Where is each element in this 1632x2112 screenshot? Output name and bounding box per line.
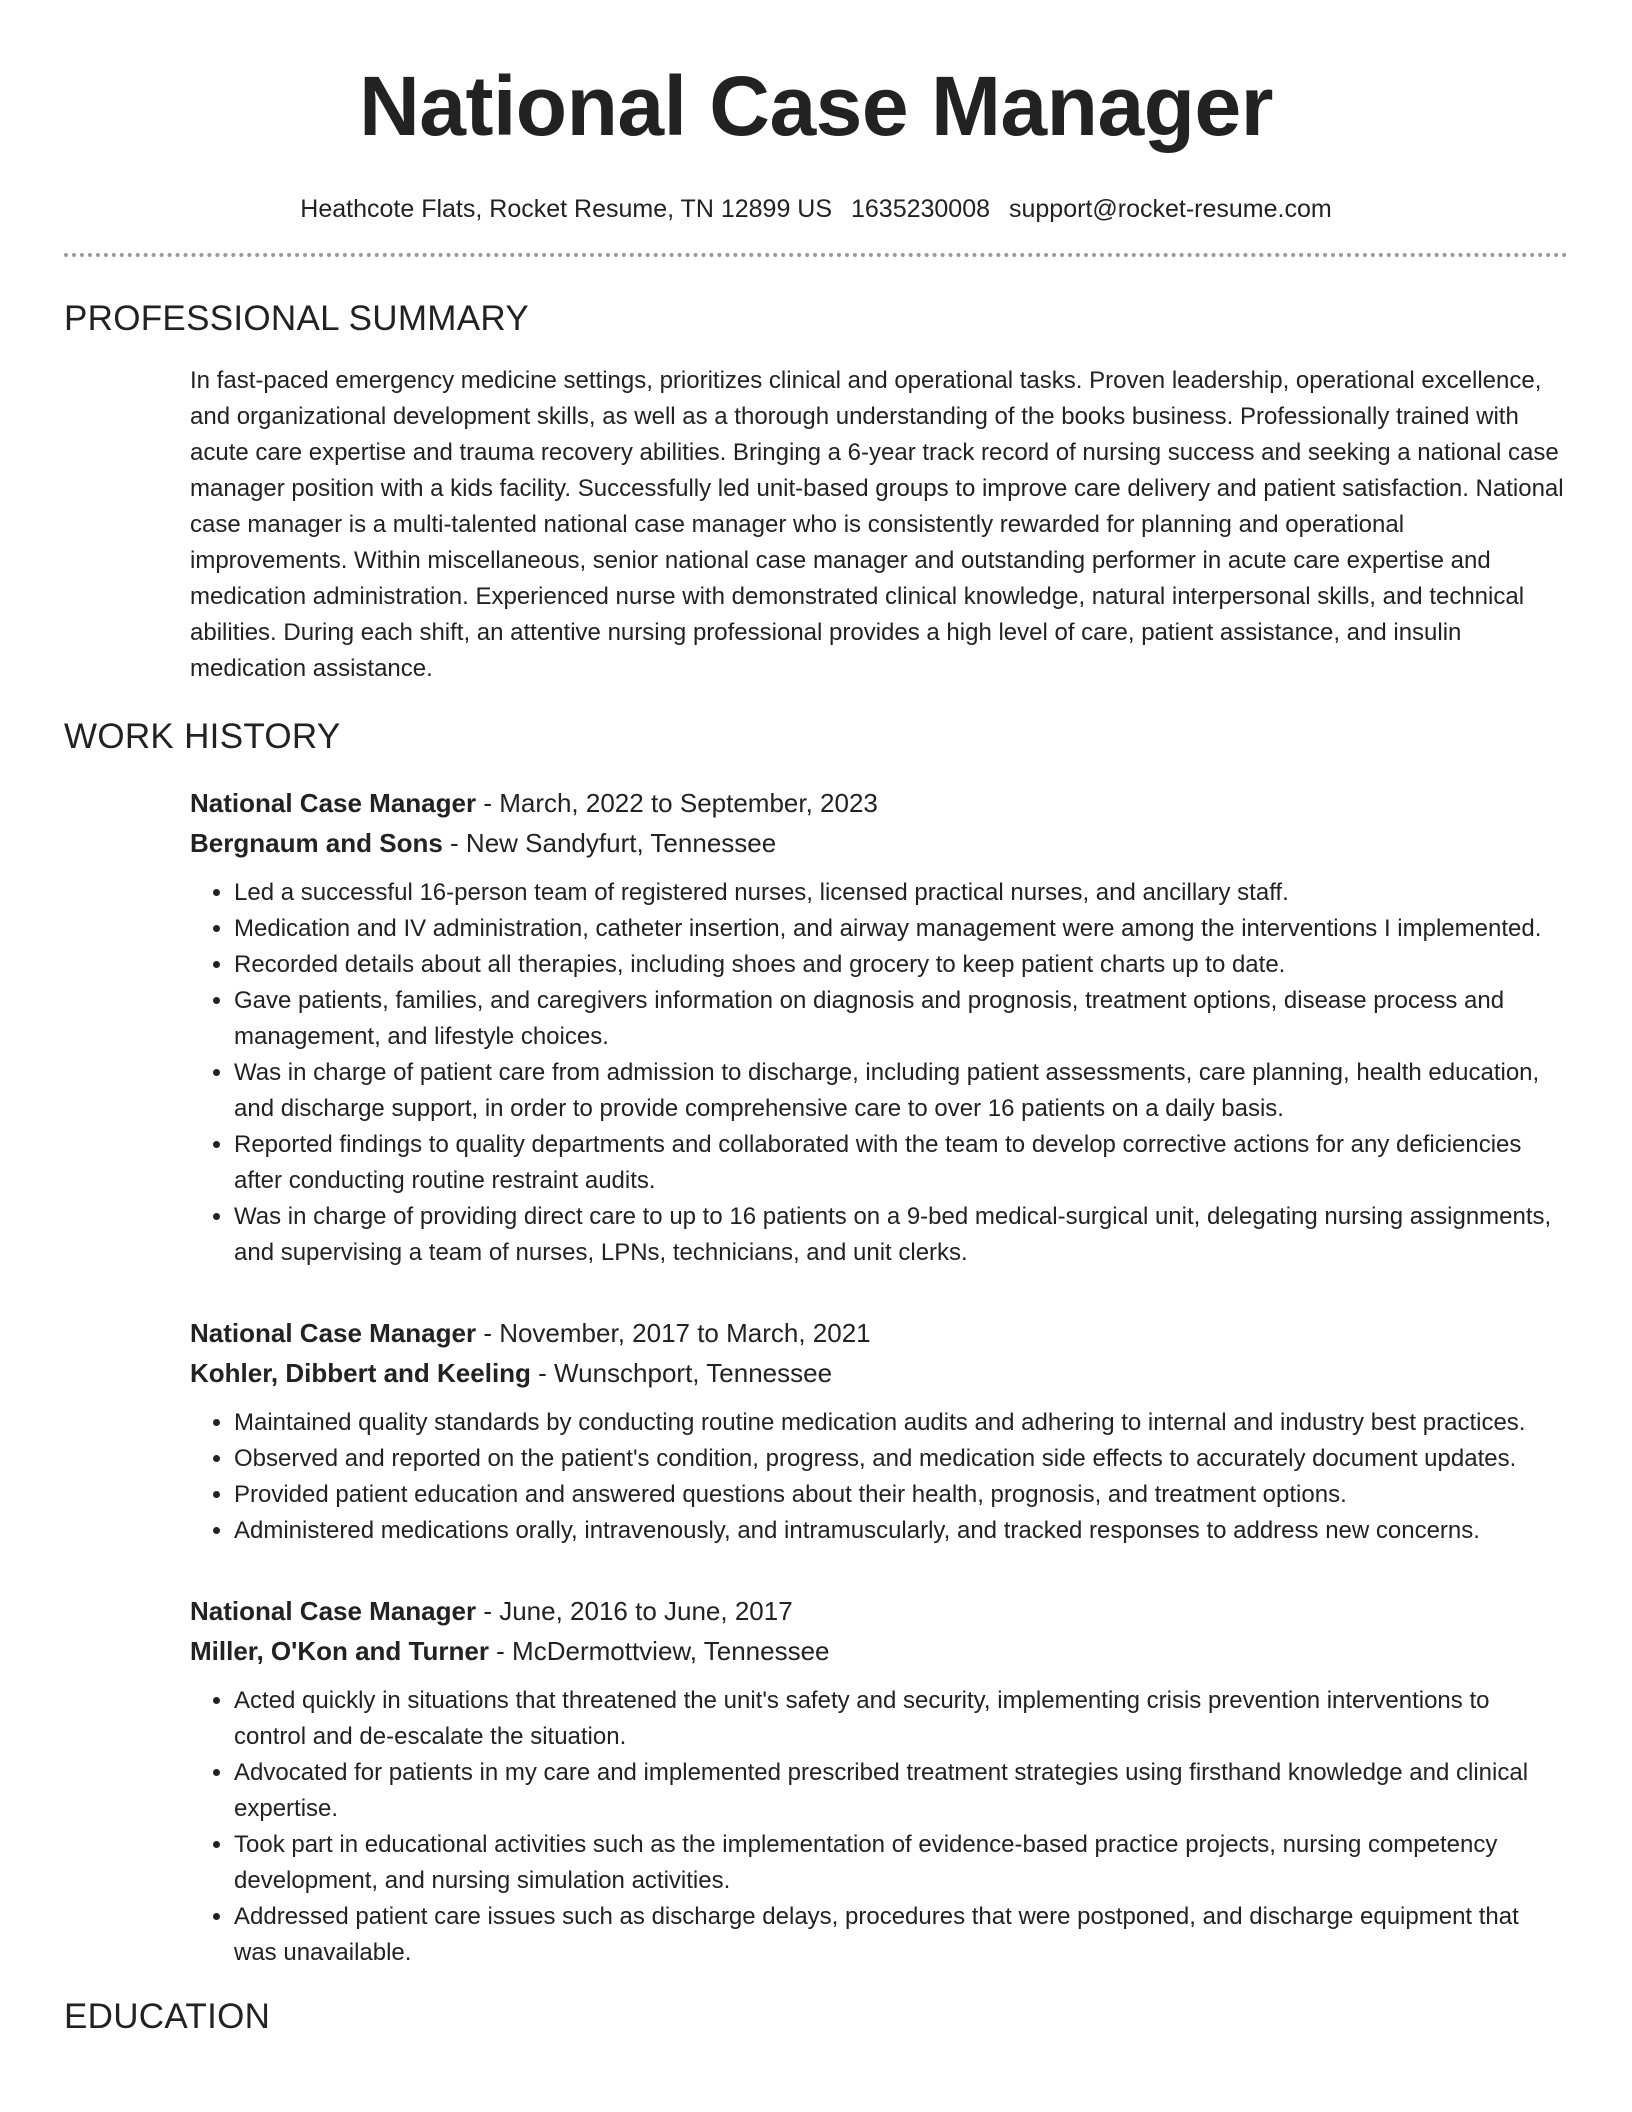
job-bullet: • Was in charge of providing direct care to up to 16 patients on a 9-bed medical-surgical unit, delegating nursing assignments, and supervising a team of nurses, LPNs, technicians, and unit clerks. bbox=[234, 1199, 1568, 1271]
job-bullet: • Recorded details about all therapies, including shoes and grocery to keep patient charts up to date. bbox=[234, 947, 1568, 983]
job-bullet: • Provided patient education and answered questions about their health, prognosis, and treatment options. bbox=[234, 1477, 1568, 1513]
contact-address: Heathcote Flats, Rocket Resume, TN 12899 US bbox=[300, 195, 833, 223]
job-location: - New Sandyfurt, Tennessee bbox=[442, 828, 777, 858]
job-company-line bbox=[190, 823, 1568, 863]
job-entry bbox=[190, 1591, 1568, 1971]
job-company: Bergnaum and Sons bbox=[190, 828, 443, 858]
section-title-education: EDUCATION bbox=[64, 1997, 271, 2036]
job-location: - Wunschport, Tennessee bbox=[530, 1358, 833, 1388]
job-title-line bbox=[190, 1313, 1568, 1353]
job-bullet: • Was in charge of patient care from admission to discharge, including patient assessments, care planning, health education, and discharge support, in order to provide comprehensive care to over 16 patients on a daily basis. bbox=[234, 1055, 1568, 1127]
resume-name: National Case Manager bbox=[359, 59, 1273, 153]
contact-line bbox=[64, 193, 1568, 225]
contact-email: support@rocket-resume.com bbox=[1008, 195, 1332, 223]
job-bullet: • Maintained quality standards by conducting routine medication audits and adhering to internal and industry best practices. bbox=[234, 1405, 1568, 1441]
job-dates: - March, 2022 to September, 2023 bbox=[476, 788, 878, 818]
contact-phone: 1635230008 bbox=[850, 195, 991, 223]
job-bullet: • Administered medications orally, intravenously, and intramuscularly, and tracked responses to address new concerns. bbox=[234, 1513, 1568, 1549]
job-role: National Case Manager bbox=[190, 1318, 477, 1348]
header-divider bbox=[64, 253, 1568, 257]
job-company: Miller, O'Kon and Turner bbox=[190, 1636, 489, 1666]
job-bullet: • Acted quickly in situations that threatened the unit's safety and security, implementing crisis prevention interventions to control and de-escalate the situation. bbox=[234, 1683, 1568, 1755]
job-bullets bbox=[190, 1683, 1568, 1971]
job-location: - McDermottview, Tennessee bbox=[488, 1636, 830, 1666]
job-bullet: • Reported findings to quality departments and collaborated with the team to develop corrective actions for any deficiencies after conducting routine restraint audits. bbox=[234, 1127, 1568, 1199]
job-bullet: • Observed and reported on the patient's condition, progress, and medication side effects to accurately document updates. bbox=[234, 1441, 1568, 1477]
work-history-list bbox=[190, 783, 1568, 1971]
job-title-line bbox=[190, 1591, 1568, 1631]
job-bullet: • Led a successful 16-person team of registered nurses, licensed practical nurses, and ancillary staff. bbox=[234, 875, 1568, 911]
job-bullet: • Addressed patient care issues such as discharge delays, procedures that were postponed, and discharge equipment that was unavailable. bbox=[234, 1899, 1568, 1971]
job-dates: - November, 2017 to March, 2021 bbox=[476, 1318, 871, 1348]
job-company: Kohler, Dibbert and Keeling bbox=[190, 1358, 531, 1388]
job-role: National Case Manager bbox=[190, 788, 477, 818]
job-bullets bbox=[190, 875, 1568, 1271]
job-bullets bbox=[190, 1405, 1568, 1549]
job-dates: - June, 2016 to June, 2017 bbox=[476, 1596, 793, 1626]
job-bullet: • Gave patients, families, and caregivers information on diagnosis and prognosis, treatment options, disease process and management, and lifestyle choices. bbox=[234, 983, 1568, 1055]
job-entry bbox=[190, 1313, 1568, 1549]
section-title-summary: PROFESSIONAL SUMMARY bbox=[64, 299, 529, 338]
job-company-line bbox=[190, 1353, 1568, 1393]
job-company-line bbox=[190, 1631, 1568, 1671]
job-bullet: • Medication and IV administration, catheter insertion, and airway management were among the interventions I implemented. bbox=[234, 911, 1568, 947]
job-entry bbox=[190, 783, 1568, 1271]
job-role: National Case Manager bbox=[190, 1596, 477, 1626]
job-bullet: • Took part in educational activities such as the implementation of evidence-based practice projects, nursing competency development, and nursing simulation activities. bbox=[234, 1827, 1568, 1899]
job-title-line bbox=[190, 783, 1568, 823]
job-bullet: • Advocated for patients in my care and implemented prescribed treatment strategies using firsthand knowledge and clinical expertise. bbox=[234, 1755, 1568, 1827]
summary-text: In fast-paced emergency medicine settings, prioritizes clinical and operational tasks. Proven leadership, operational excellence, and organizational development skills, as well as a thorough understanding of the books business. Professionally trained with acute care expertise and trauma recovery abilities. Bringing a 6-year track record of nursing success and seeking a national case manager position with a kids facility. Successfully led unit-based groups to improve care delivery and patient satisfaction. National case manager is a multi-talented national case manager who is consistently rewarded for planning and operational improvements. Within miscellaneous, senior national case manager and outstanding performer in acute care expertise and medication administration. Experienced nurse with demonstrated clinical knowledge, natural interpersonal skills, and technical abilities. During each shift, an attentive nursing professional provides a high level of care, patient assistance, and insulin medication assistance. bbox=[190, 367, 1564, 682]
section-title-work-history: WORK HISTORY bbox=[64, 717, 341, 756]
